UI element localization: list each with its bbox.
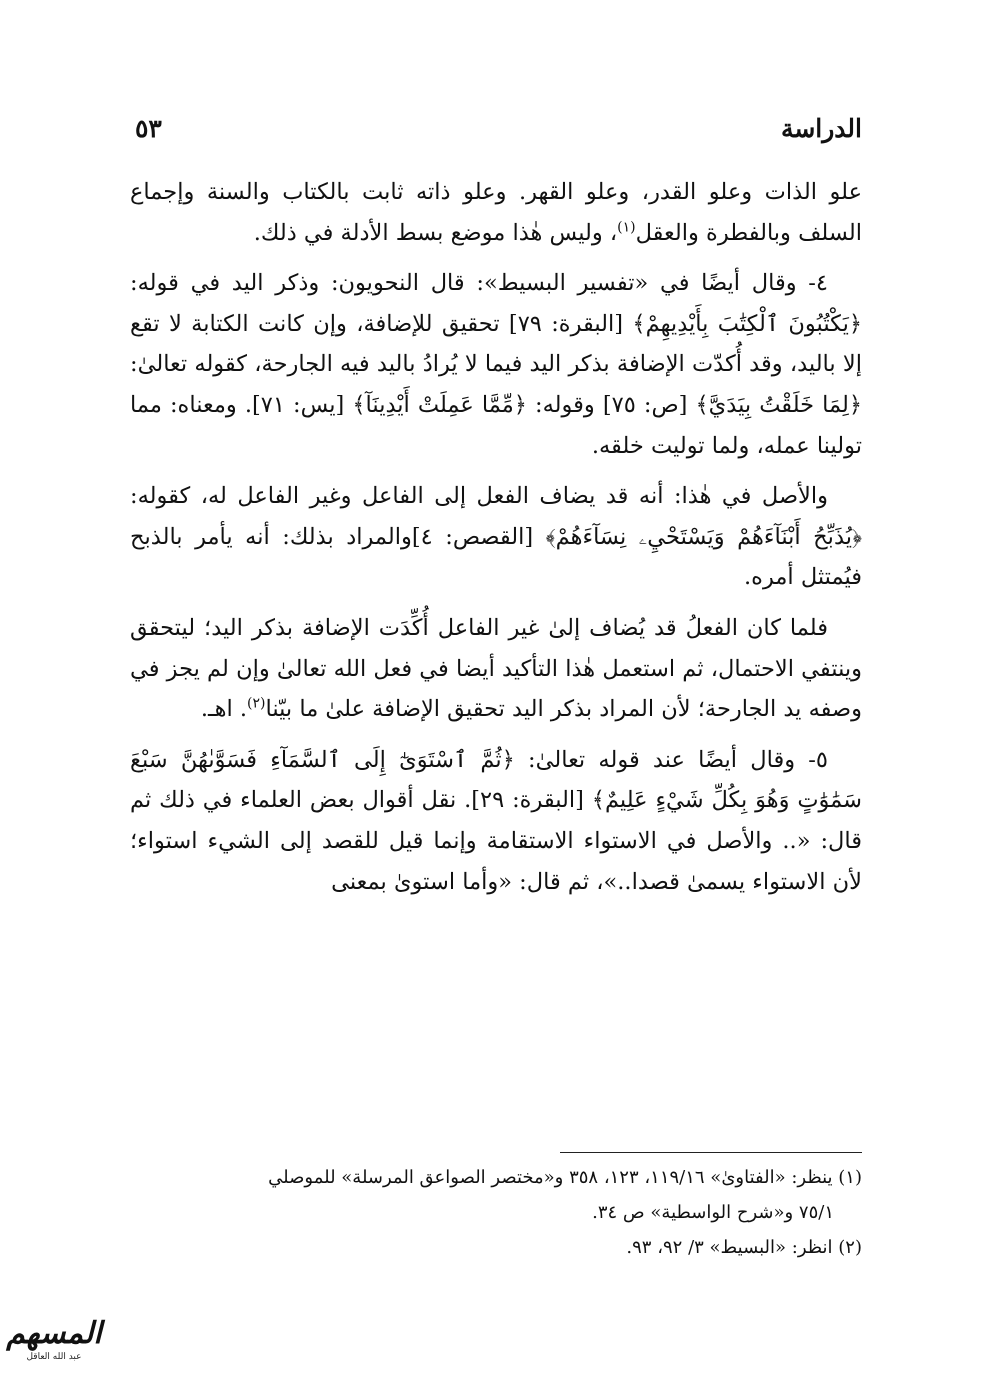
running-title: الدراسة [780,113,862,143]
footnote-1-line-1: (١) ينظر: «الفتاوىٰ» ١١٩/١٦، ١٢٣، ٣٥٨ و«مختصر الصواعق المرسلة» للموصلي [268,1167,862,1188]
paragraph-4-text-a: فلما كان الفعلُ قد يُضاف إلىٰ غير الفاعل أُكِّدَت الإضافة بذكر اليد؛ ليتحقق وينتفي الاحتمال، ثم استعمل هٰذا التأكيد أيضا في فعل الله تعالىٰ وإن لم يجز في وصفه يد الجارحة؛ لأن المراد بذكر اليد تحقيق الإضافة علىٰ ما بيّنا [130,614,862,723]
footnote-ref-2[interactable]: (٢) [247,695,266,712]
logo-subtitle: عبد الله العاقل [26,1352,82,1362]
page-number: ٥٣ [135,113,162,143]
paragraph-1 [130,172,862,253]
footnote-ref-1[interactable]: (١) [617,219,636,236]
paragraph-3: والأصل في هٰذا: أنه قد يضاف الفعل إلى الفاعل وغير الفاعل له، كقوله: ﴿يُذَبِّحُ أَبْنَآءَهُمْ وَيَسْتَحْيِۦ نِسَآءَهُمْ﴾ [القصص: ٤]والمراد بذلك: أنه يأمر بالذبح فيُمتثل أمره. [130,483,862,591]
footnotes [130,1160,862,1265]
main-text [130,172,862,912]
paragraph-4-text-b: . اهـ. [200,696,248,723]
footnote-1-line-2: ٧٥/١ و«شرح الواسطية» ص ٣٤. [592,1202,834,1223]
footnote-2: (٢) انظر: «البسيط» ٣/ ٩٢، ٩٣. [626,1237,862,1258]
paragraph-4 [130,608,862,730]
paragraph-5: ٥- وقال أيضًا عند قوله تعالىٰ: ﴿ثُمَّ ٱسْتَوَىٰٓ إِلَى ٱلسَّمَآءِ فَسَوَّىٰهُنَّ سَبْعَ سَمَٰوَٰتٍ وَهُوَ بِكُلِّ شَيْءٍ عَلِيمٌ﴾ [البقرة: ٢٩]. نقل أقوال بعض العلماء في ذلك ثم قال: «.. والأصل في الاستواء الاستقامة وإنما قيل للقصد إلى الشيء استواء؛ لأن الاستواء يسمىٰ قصدا..»، ثم قال: «وأما استوىٰ بمعنى [130,746,862,895]
paragraph-2: ٤- وقال أيضًا في «تفسير البسيط»: قال النحويون: وذكر اليد في قوله: ﴿يَكْتُبُونَ ٱلْكِتَٰبَ بِأَيْدِيهِمْ﴾ [البقرة: ٧٩] تحقيق للإضافة، وإن كانت الكتابة لا تقع إلا باليد، وقد أُكدّت الإضافة بذكر اليد فيما لا يُرادُ باليد فيه الجارحة، كقوله تعالىٰ: ﴿لِمَا خَلَقْتُ بِيَدَيَّ﴾ [ص: ٧٥] وقوله: ﴿مِّمَّا عَمِلَتْ أَيْدِينَآ﴾ [يس: ٧١]. ومعناه: مما تولينا عمله، ولما توليت خلقه. [130,270,863,459]
paragraph-1-text-b: ، وليس هٰذا موضع بسط الأدلة في ذلك. [253,219,618,246]
paragraph-1-text-a: علو الذات وعلو القدر، وعلو القهر. وعلو ذاته ثابت بالكتاب والسنة وإجماع السلف وبالفطرة والعقل [130,179,862,246]
logo-calligraphy: المسهم [6,1316,102,1351]
publisher-logo [8,1300,100,1380]
page-header [135,108,862,148]
footnote-divider [560,1152,862,1153]
